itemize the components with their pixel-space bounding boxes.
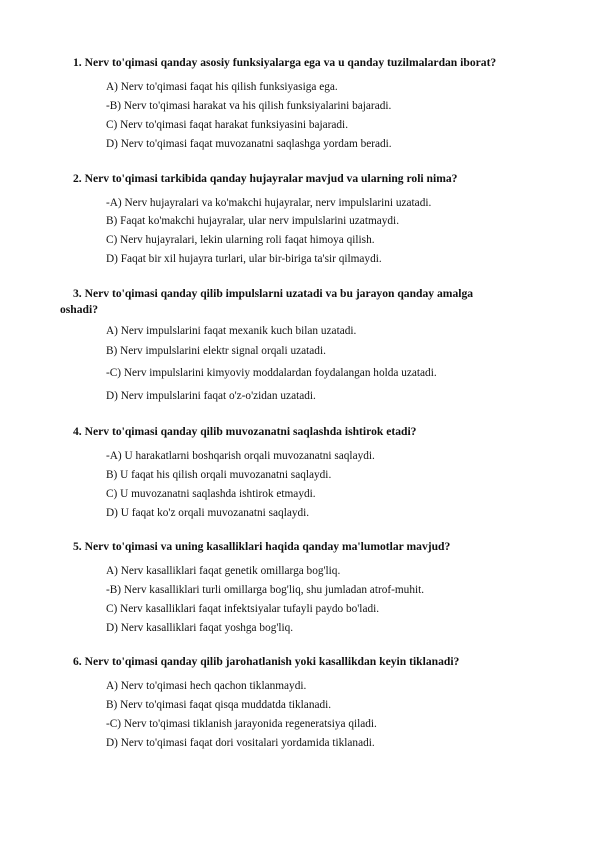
question-1-option-c: C) Nerv to'qimasi faqat harakat funksiyasini bajaradi. <box>106 119 349 131</box>
question-3-option-b: B) Nerv impulslarini elektr signal orqali uzatadi. <box>106 345 326 357</box>
question-5-option-d: D) Nerv kasalliklari faqat yoshga bog'liq. <box>106 622 294 634</box>
question-1-option-b: -B) Nerv to'qimasi harakat va his qilish funksiyalarini bajaradi. <box>106 100 392 112</box>
question-5-option-c: C) Nerv kasalliklari faqat infektsiyalar tufayli paydo bo'ladi. <box>106 603 380 615</box>
question-2-option-c: C) Nerv hujayralari, lekin ularning roli faqat himoya qilish. <box>106 234 375 246</box>
question-3-text: 3. Nerv to'qimasi qanday qilib impulslarni uzatadi va bu jarayon qanday amalga oshadi? <box>60 287 474 316</box>
question-2-text: 2. Nerv to'qimasi tarkibida qanday hujayralar mavjud va ularning roli nima? <box>73 172 458 185</box>
question-1-option-a: A) Nerv to'qimasi faqat his qilish funksiyasiga ega. <box>106 81 338 93</box>
question-2-option-b: B) Faqat ko'makchi hujayralar, ular nerv impulslarini uzatmaydi. <box>106 215 400 227</box>
question-6-option-d: D) Nerv to'qimasi faqat dori vositalari yordamida tiklanadi. <box>106 737 375 749</box>
question-1-option-d: D) Nerv to'qimasi faqat muvozanatni saqlashga yordam beradi. <box>106 138 392 150</box>
question-6-option-b: B) Nerv to'qimasi faqat qisqa muddatda tiklanadi. <box>106 699 332 711</box>
question-5-option-b: -B) Nerv kasalliklari turli omillarga bog'liq, shu jumladan atrof-muhit. <box>106 584 425 596</box>
question-4-option-c: C) U muvozanatni saqlashda ishtirok etmaydi. <box>106 488 316 500</box>
question-3-option-d: D) Nerv impulslarini faqat o'z-o'zidan uzatadi. <box>106 390 316 402</box>
question-3-option-c: -C) Nerv impulslarini kimyoviy moddalardan foydalangan holda uzatadi. <box>106 367 437 379</box>
question-6-text: 6. Nerv to'qimasi qanday qilib jarohatlanish yoki kasallikdan keyin tiklanadi? <box>73 655 460 668</box>
question-4-text: 4. Nerv to'qimasi qanday qilib muvozanatni saqlashda ishtirok etadi? <box>73 425 417 438</box>
question-3-option-a: A) Nerv impulslarini faqat mexanik kuch bilan uzatadi. <box>106 325 357 337</box>
question-1-text: 1. Nerv to'qimasi qanday asosiy funksiyalarga ega va u qanday tuzilmalardan iborat? <box>73 56 497 69</box>
question-6-option-a: A) Nerv to'qimasi hech qachon tiklanmaydi. <box>106 680 307 692</box>
question-5-option-a: A) Nerv kasalliklari faqat genetik omillarga bog'liq. <box>106 565 341 577</box>
question-2-option-d: D) Faqat bir xil hujayra turlari, ular bir-biriga ta'sir qilmaydi. <box>106 253 382 265</box>
question-4-option-a: -A) U harakatlarni boshqarish orqali muvozanatni saqlaydi. <box>106 450 375 462</box>
question-4-option-b: B) U faqat his qilish orqali muvozanatni saqlaydi. <box>106 469 332 481</box>
question-4-option-d: D) U faqat ko'z orqali muvozanatni saqlaydi. <box>106 507 310 519</box>
question-2-option-a: -A) Nerv hujayralari va ko'makchi hujayralar, nerv impulslarini uzatadi. <box>106 197 432 209</box>
question-6-option-c: -C) Nerv to'qimasi tiklanish jarayonida regeneratsiya qiladi. <box>106 718 377 730</box>
question-5-text: 5. Nerv to'qimasi va uning kasalliklari haqida qanday ma'lumotlar mavjud? <box>73 540 451 553</box>
